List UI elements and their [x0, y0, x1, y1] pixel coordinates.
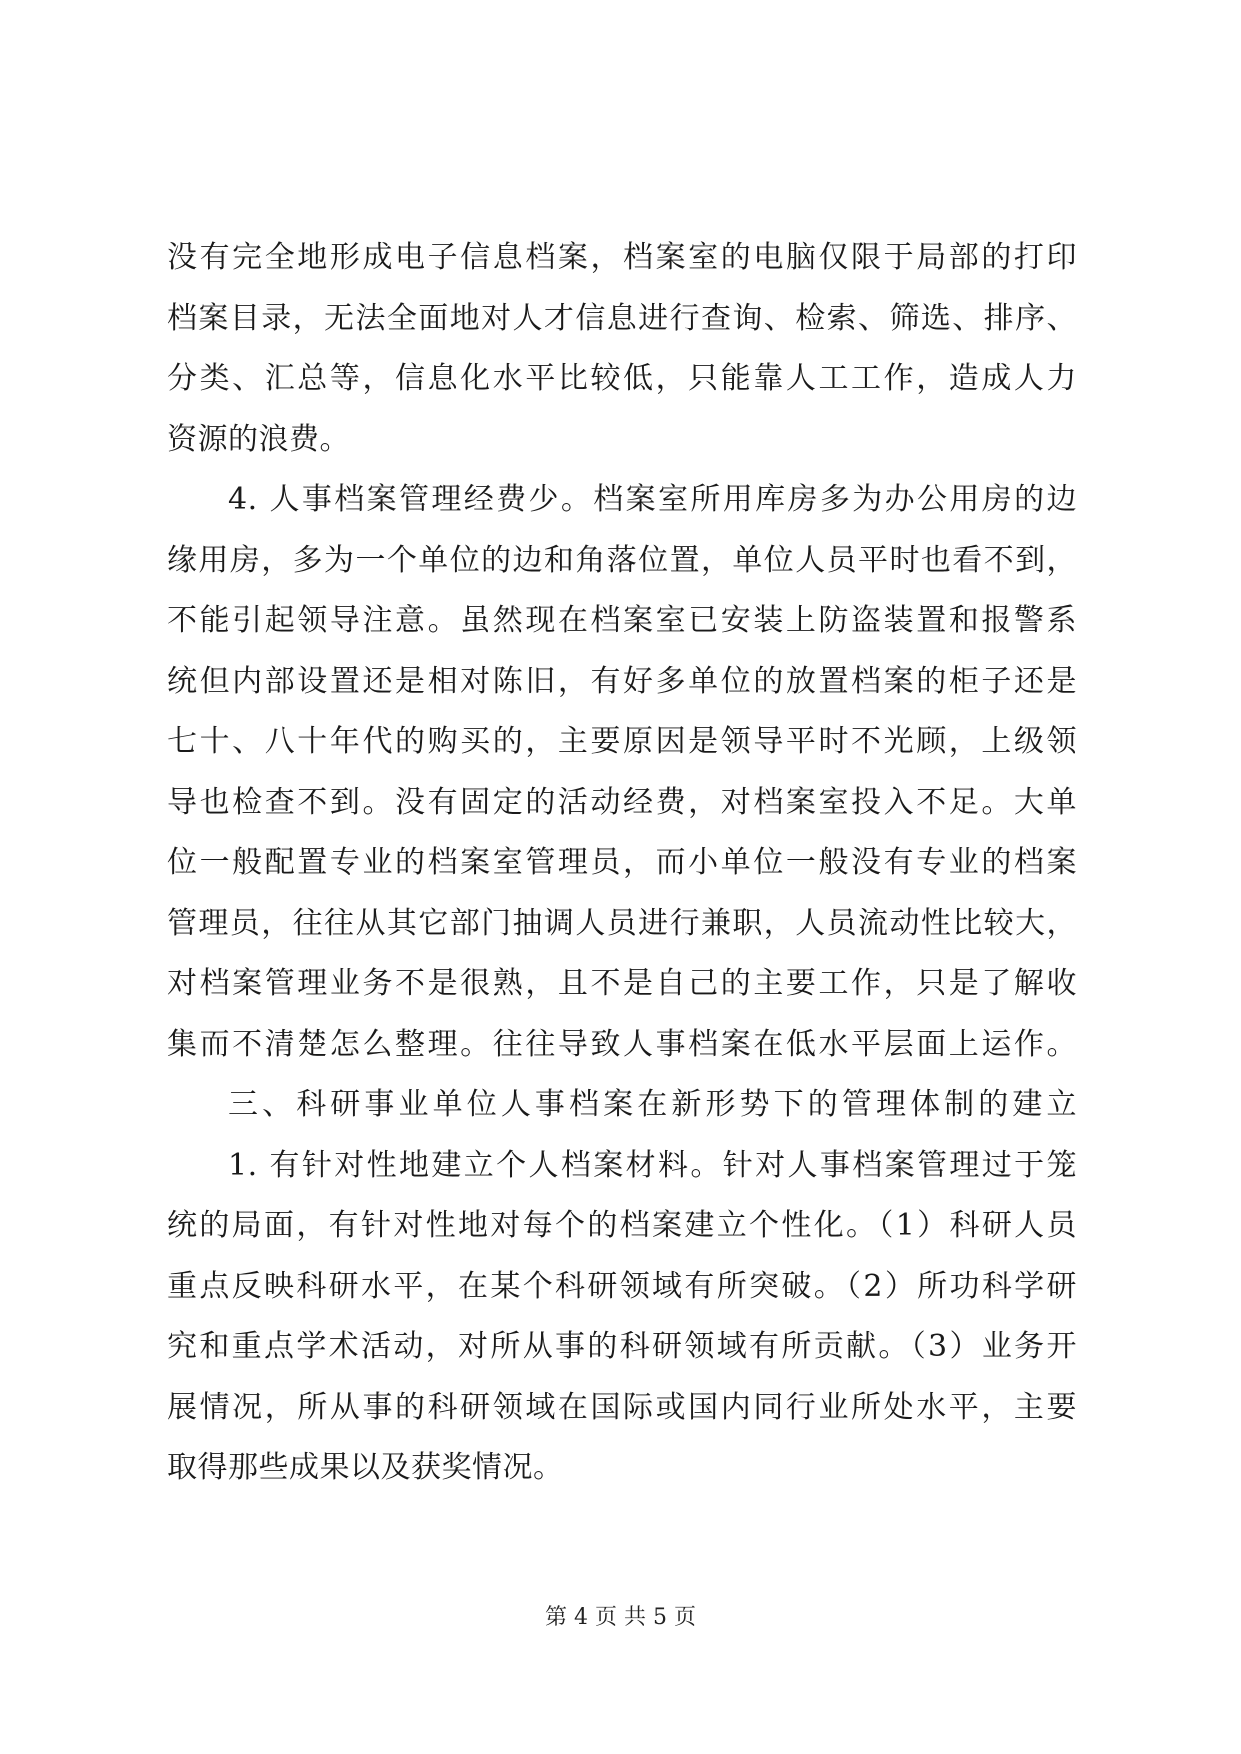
page-number-footer: 第 4 页 共 5 页 [545, 1605, 696, 1630]
section-heading: 三、科研事业单位人事档案在新形势下的管理体制的建立 [228, 1087, 1077, 1122]
text-line: 管理员，往往从其它部门抽调人员进行兼职，人员流动性比较大， [167, 905, 1077, 941]
text-line: 资源的浪费。 [167, 421, 350, 457]
text-line: 1. 有针对性地建立个人档案材料。针对人事档案管理过于笼 [228, 1147, 1077, 1183]
text-line: 档案目录，无法全面地对人才信息进行查询、检索、筛选、排序、 [167, 300, 1077, 336]
text-line: 没有完全地形成电子信息档案，档案室的电脑仅限于局部的打印 [167, 240, 1077, 275]
text-line: 展情况，所从事的科研领域在国际或国内同行业所处水平，主要 [167, 1389, 1077, 1425]
text-line: 统但内部设置还是相对陈旧，有好多单位的放置档案的柜子还是 [167, 663, 1077, 699]
body-text [167, 228, 1077, 1499]
text-line: 4. 人事档案管理经费少。档案室所用库房多为办公用房的边 [228, 482, 1077, 517]
text-line: 七十、八十年代的购买的，主要原因是领导平时不光顾，上级领 [167, 724, 1077, 759]
text-line: 导也检查不到。没有固定的活动经费，对档案室投入不足。大单 [167, 784, 1077, 820]
text-line: 对档案管理业务不是很熟，且不是自己的主要工作，只是了解收 [167, 966, 1077, 1001]
text-line: 缘用房，多为一个单位的边和角落位置，单位人员平时也看不到， [167, 542, 1077, 578]
text-line: 究和重点学术活动，对所从事的科研领域有所贡献。（3）业务开 [167, 1329, 1077, 1364]
text-line: 取得那些成果以及获奖情况。 [167, 1450, 564, 1485]
text-line: 统的局面，有针对性地对每个的档案建立个性化。（1）科研人员 [167, 1208, 1077, 1243]
text-line: 分类、汇总等，信息化水平比较低，只能靠人工工作，造成人力 [167, 361, 1077, 396]
text-line: 重点反映科研水平，在某个科研领域有所突破。（2）所功科学研 [167, 1268, 1077, 1304]
text-line: 不能引起领导注意。虽然现在档案室已安装上防盗装置和报警系 [167, 603, 1077, 638]
text-line: 位一般配置专业的档案室管理员，而小单位一般没有专业的档案 [167, 845, 1077, 880]
text-line: 集而不清楚怎么整理。往往导致人事档案在低水平层面上运作。 [167, 1026, 1077, 1062]
